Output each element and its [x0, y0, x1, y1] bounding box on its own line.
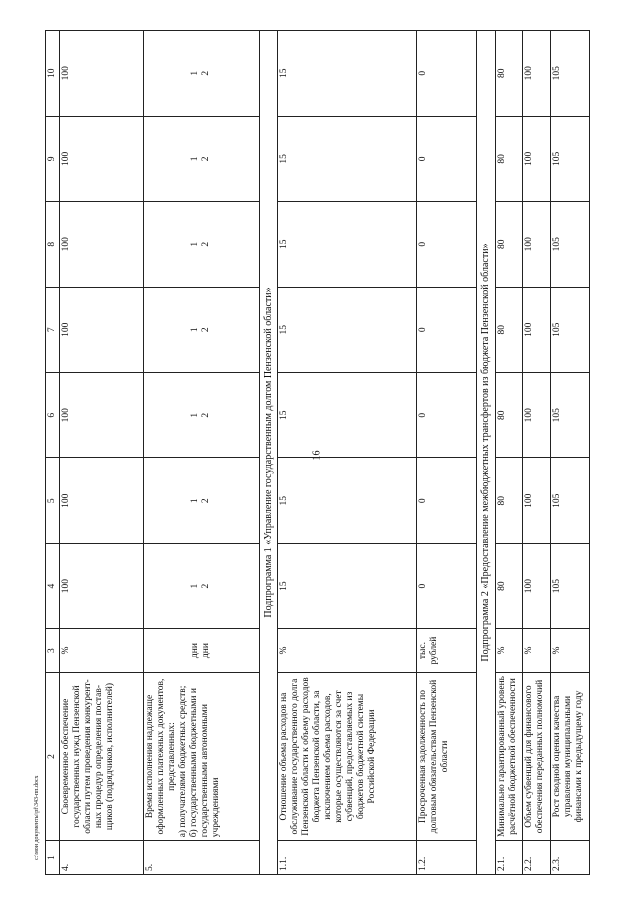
- value-cell: 100: [523, 202, 551, 287]
- header-cell: 3: [46, 629, 60, 672]
- table-row: [523, 31, 551, 875]
- value-cell: [143, 373, 259, 458]
- value-cell: 0: [417, 373, 477, 458]
- row-unit: %: [277, 629, 416, 672]
- row-number: 1.1.: [277, 841, 416, 875]
- header-cell: 9: [46, 116, 60, 201]
- row-description: Просроченная задолженность по долговым обязательствам Пензенской области: [417, 672, 477, 841]
- value-cell: 15: [277, 116, 416, 201]
- value-a: 1: [190, 498, 201, 504]
- value-b: 2: [201, 583, 212, 589]
- value-cell: 105: [551, 458, 590, 543]
- value-cell: 100: [523, 373, 551, 458]
- value-cell: 100: [59, 116, 143, 201]
- value-cell: 0: [417, 458, 477, 543]
- row-description: Объем субвенций для финансового обеспечения переданных полномочий: [523, 672, 551, 841]
- value-cell: 0: [417, 202, 477, 287]
- value-cell: 100: [59, 373, 143, 458]
- value-cell: 100: [523, 543, 551, 628]
- value-cell: 15: [277, 287, 416, 372]
- header-cell: 7: [46, 287, 60, 372]
- value-cell: 0: [417, 116, 477, 201]
- value-cell: 80: [495, 373, 523, 458]
- value-cell: 100: [523, 458, 551, 543]
- header-cell: 10: [46, 31, 60, 117]
- row-number: 2.1.: [495, 841, 523, 875]
- row-number: 2.2.: [523, 841, 551, 875]
- value-cell: 80: [495, 116, 523, 201]
- header-cell: 1: [46, 841, 60, 875]
- value-cell: 100: [59, 543, 143, 628]
- value-b: 2: [201, 327, 212, 333]
- header-cell: 6: [46, 373, 60, 458]
- table-row: [495, 31, 523, 875]
- section-row: [259, 31, 277, 875]
- value-a: 1: [190, 327, 201, 333]
- value-cell: 100: [59, 287, 143, 372]
- table-row: [143, 31, 259, 875]
- row-description-main: Время исполнения надлежаще оформленных платежных документов, представленных:: [144, 678, 177, 835]
- value-cell: 80: [495, 31, 523, 117]
- value-cell: 100: [59, 458, 143, 543]
- table-row: [277, 31, 416, 875]
- value-a: 1: [190, 412, 201, 418]
- section-title: Подпрограмма 2 «Предоставление межбюджетных трансфертов из бюджета Пензенской области»: [477, 31, 495, 875]
- value-cell: 105: [551, 116, 590, 201]
- value-cell: 15: [277, 543, 416, 628]
- table-row: [551, 31, 590, 875]
- value-b: 2: [201, 241, 212, 247]
- section-title: Подпрограмма 1 «Управление государственным долгом Пензенской области»: [259, 31, 277, 875]
- footer-file-path: c:\мои документы\pf\343-пп.docx: [34, 775, 40, 860]
- value-cell: [143, 31, 259, 117]
- value-a: 1: [190, 583, 201, 589]
- indicators-table: [45, 30, 590, 875]
- value-cell: 100: [523, 116, 551, 201]
- value-cell: 0: [417, 287, 477, 372]
- value-cell: [143, 116, 259, 201]
- row-unit: %: [551, 629, 590, 672]
- page-number: 16: [311, 450, 323, 461]
- row-description: Рост сводной оценки качества управления муниципальными финансами к предыдущему году: [551, 672, 590, 841]
- value-cell: 105: [551, 31, 590, 117]
- value-cell: 105: [551, 202, 590, 287]
- row-description-b: б) государственными бюджетными и государственными автономными учреждениями: [188, 688, 221, 838]
- value-cell: 80: [495, 458, 523, 543]
- value-cell: 15: [277, 202, 416, 287]
- value-cell: 105: [551, 373, 590, 458]
- value-b: 2: [201, 156, 212, 162]
- row-description: Минимально гарантированный уровень расчётной бюджетной обеспеченности: [495, 672, 523, 841]
- row-description: Отношение объема расходов на обслуживание государственного долга Пензенской области к объему расходов бюджета Пензенской области, за исключением объема расходов, которые осуществляются за счет субвенций, предоставляемых из бюджетов бюджетной системы Российской Федерации: [277, 672, 416, 841]
- row-unit-a: дни: [190, 643, 201, 659]
- header-cell: 5: [46, 458, 60, 543]
- header-row: [46, 31, 60, 875]
- row-unit: %: [495, 629, 523, 672]
- value-b: 2: [201, 498, 212, 504]
- row-number: 1.2.: [417, 841, 477, 875]
- value-cell: [143, 458, 259, 543]
- table-row: [59, 31, 143, 875]
- header-cell: 8: [46, 202, 60, 287]
- value-b: 2: [201, 70, 212, 76]
- table-row: [417, 31, 477, 875]
- value-cell: 105: [551, 543, 590, 628]
- row-description-a: а) получателями бюджетных средств;: [177, 685, 188, 838]
- value-cell: [143, 287, 259, 372]
- value-cell: 80: [495, 202, 523, 287]
- section-row: [477, 31, 495, 875]
- value-cell: 100: [59, 31, 143, 117]
- value-cell: 0: [417, 31, 477, 117]
- row-unit-b: дни: [201, 643, 212, 659]
- row-number: 5.: [143, 841, 259, 875]
- value-cell: 100: [59, 202, 143, 287]
- value-cell: 15: [277, 31, 416, 117]
- row-number: 4.: [59, 841, 143, 875]
- row-unit: %: [523, 629, 551, 672]
- row-description: [143, 672, 259, 841]
- row-unit: [143, 629, 259, 672]
- value-a: 1: [190, 70, 201, 76]
- value-a: 1: [190, 156, 201, 162]
- row-description: Своевременное обеспечение государственных нужд Пензенской области путем проведения конкурент-ных процедур определения постав-щиков (подрядчиков, исполнителей): [59, 672, 143, 841]
- value-a: 1: [190, 241, 201, 247]
- indicators-table-sheet: [45, 30, 590, 875]
- row-unit: %: [59, 629, 143, 672]
- header-cell: 4: [46, 543, 60, 628]
- value-cell: 80: [495, 543, 523, 628]
- value-b: 2: [201, 412, 212, 418]
- row-number: 2.3.: [551, 841, 590, 875]
- value-cell: 0: [417, 543, 477, 628]
- value-cell: [143, 202, 259, 287]
- value-cell: 15: [277, 458, 416, 543]
- value-cell: 105: [551, 287, 590, 372]
- header-cell: 2: [46, 672, 60, 841]
- value-cell: 100: [523, 287, 551, 372]
- value-cell: [143, 543, 259, 628]
- row-unit: тыс. рублей: [417, 629, 477, 672]
- value-cell: 15: [277, 373, 416, 458]
- value-cell: 80: [495, 287, 523, 372]
- value-cell: 100: [523, 31, 551, 117]
